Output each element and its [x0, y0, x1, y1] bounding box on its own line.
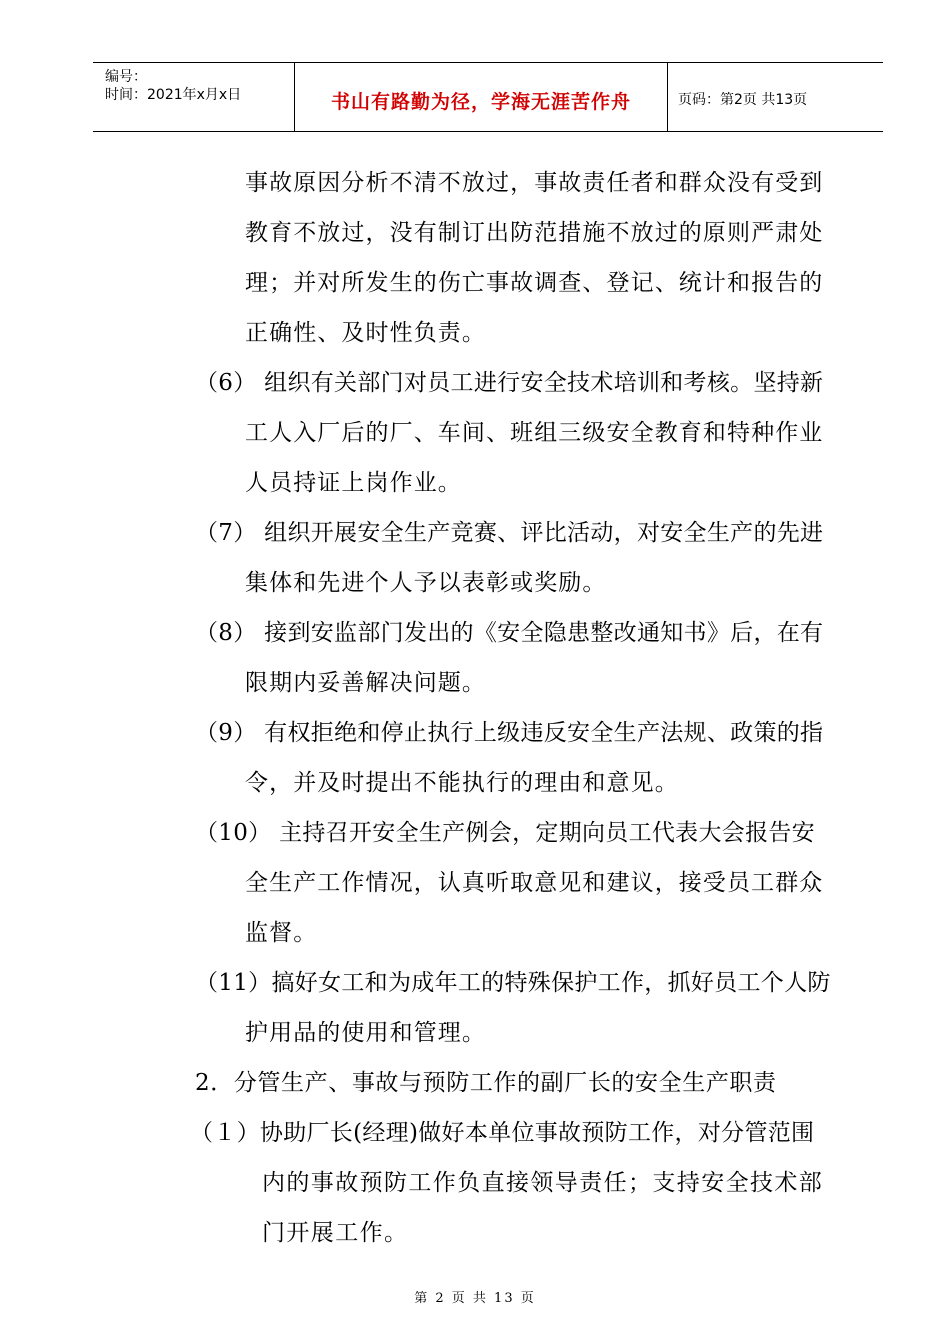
body-line: 集体和先进个人予以表彰或奖励。 — [245, 570, 607, 596]
list-item-6: （6） 组织有关部门对员工进行安全技术培训和考核。坚持新 — [195, 370, 824, 396]
section-heading-2: 2．分管生产、事故与预防工作的副厂长的安全生产职责 — [195, 1070, 777, 1096]
body-line: 事故原因分析不清不放过，事故责任者和群众没有受到 — [245, 170, 824, 196]
header-left-cell — [93, 63, 295, 131]
list-item-1: （１）协助厂长(经理)做好本单位事故预防工作，对分管范围 — [190, 1120, 815, 1146]
list-item-7: （7） 组织开展安全生产竞赛、评比活动，对安全生产的先进 — [195, 520, 824, 546]
body-line: 正确性、及时性负责。 — [245, 320, 486, 346]
header-right-cell — [668, 63, 883, 131]
body-line: 内的事故预防工作负直接领导责任；支持安全技术部 — [262, 1170, 824, 1196]
header-middle-cell — [295, 63, 668, 131]
body-line: 人员持证上岗作业。 — [245, 470, 462, 496]
document-code-label: 编号： — [105, 69, 147, 85]
document-time-label: 时间：2021年x月x日 — [105, 87, 242, 103]
body-line: 教育不放过，没有制订出防范措施不放过的原则严肃处 — [245, 220, 824, 246]
body-line: 工人入厂后的厂、车间、班组三级安全教育和特种作业 — [245, 420, 824, 446]
list-item-10: （10） 主持召开安全生产例会，定期向员工代表大会报告安 — [195, 820, 815, 846]
body-line: 监督。 — [245, 920, 318, 946]
body-line: 门开展工作。 — [262, 1220, 409, 1246]
body-line: 令，并及时提出不能执行的理由和意见。 — [245, 770, 679, 796]
body-line: 全生产工作情况，认真听取意见和建议，接受员工群众 — [245, 870, 824, 896]
header-page-info: 页码：第2页 共13页 — [678, 92, 808, 108]
list-item-9: （9） 有权拒绝和停止执行上级违反安全生产法规、政策的指 — [195, 720, 824, 746]
page-header — [93, 62, 883, 132]
list-item-11: （11）搞好女工和为成年工的特殊保护工作，抓好员工个人防 — [195, 970, 831, 996]
page-footer: 第 2 页 共 13 页 — [414, 1291, 536, 1306]
body-line: 护用品的使用和管理。 — [245, 1020, 486, 1046]
body-line: 限期内妥善解决问题。 — [245, 670, 486, 696]
body-line: 理；并对所发生的伤亡事故调查、登记、统计和报告的 — [245, 270, 824, 296]
list-item-8: （8） 接到安监部门发出的《安全隐患整改通知书》后，在有 — [195, 620, 824, 646]
header-motto: 书山有路勤为径，学海无涯苦作舟 — [330, 91, 631, 113]
